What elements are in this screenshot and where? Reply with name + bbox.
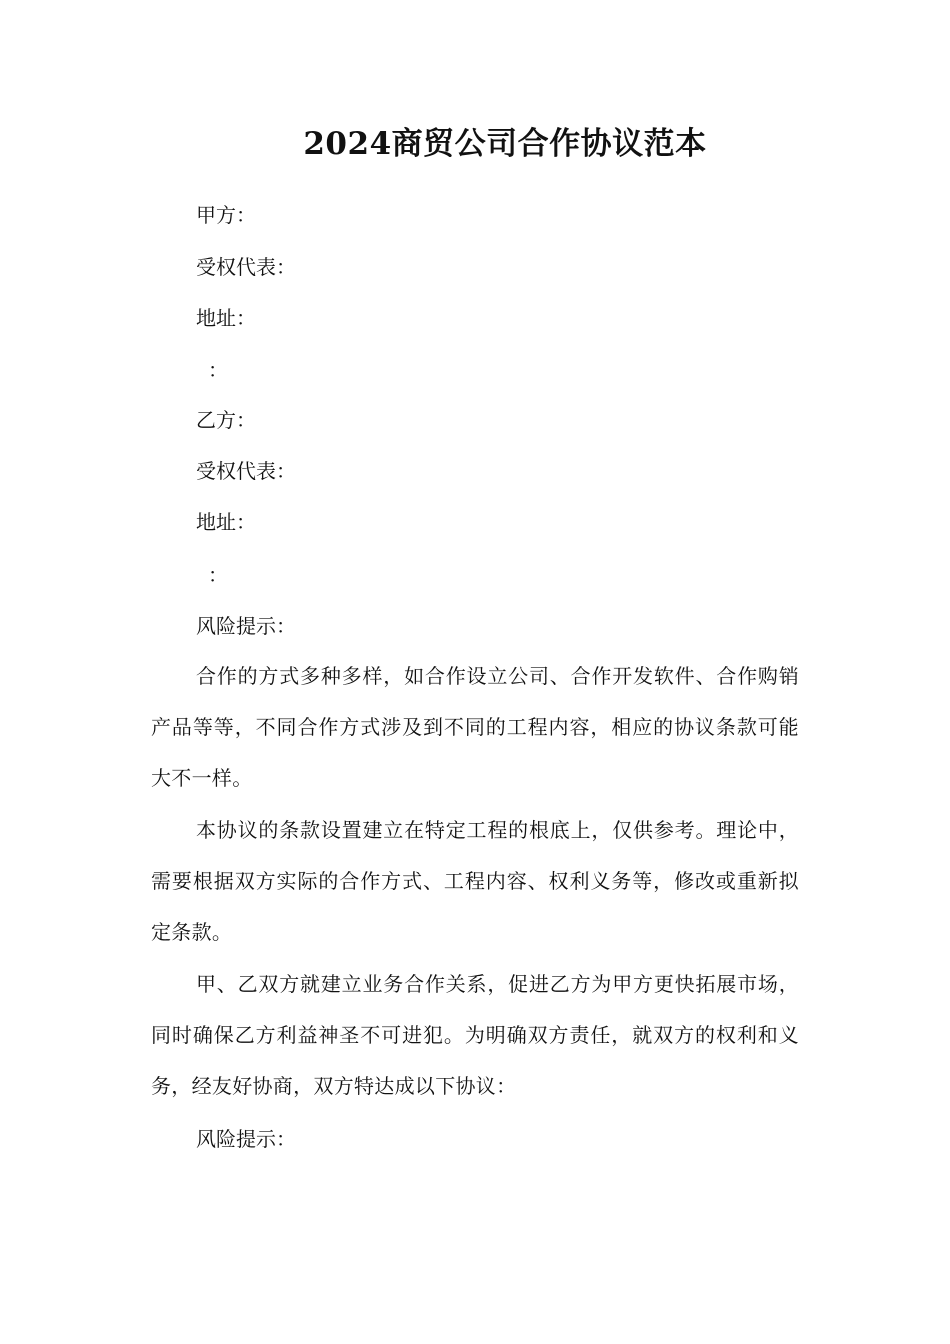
party-b-extra-label: ： (208, 563, 228, 587)
document-title: 2024商贸公司合作协议范本 (303, 126, 707, 162)
risk-heading-1: 风险提示： (196, 614, 296, 638)
party-a-representative-label: 受权代表： (196, 255, 296, 279)
risk-heading-2: 风险提示： (196, 1127, 296, 1151)
party-b-representative-label: 受权代表： (196, 459, 296, 483)
paragraph-terms-reference: 本协议的条款设置建立在特定工程的根底上，仅供参考。理论中，需要根据双方实际的合作方式、工程内容、权利义务等，修改或重新拟定条款。 (151, 818, 799, 944)
party-a-address-label: 地址： (196, 306, 256, 330)
paragraph-cooperation-methods: 合作的方式多种多样，如合作设立公司、合作开发软件、合作购销产品等等，不同合作方式涉及到不同的工程内容，相应的协议条款可能大不一样。 (151, 664, 799, 790)
party-b-label: 乙方： (196, 408, 256, 432)
party-b-address-label: 地址： (196, 510, 256, 534)
party-a-extra-label: ： (208, 358, 228, 382)
party-a-label: 甲方： (196, 203, 256, 227)
paragraph-agreement-purpose: 甲、乙双方就建立业务合作关系，促进乙方为甲方更快拓展市场，同时确保乙方利益神圣不可进犯。为明确双方责任，就双方的权利和义务，经友好协商，双方特达成以下协议： (151, 972, 799, 1098)
